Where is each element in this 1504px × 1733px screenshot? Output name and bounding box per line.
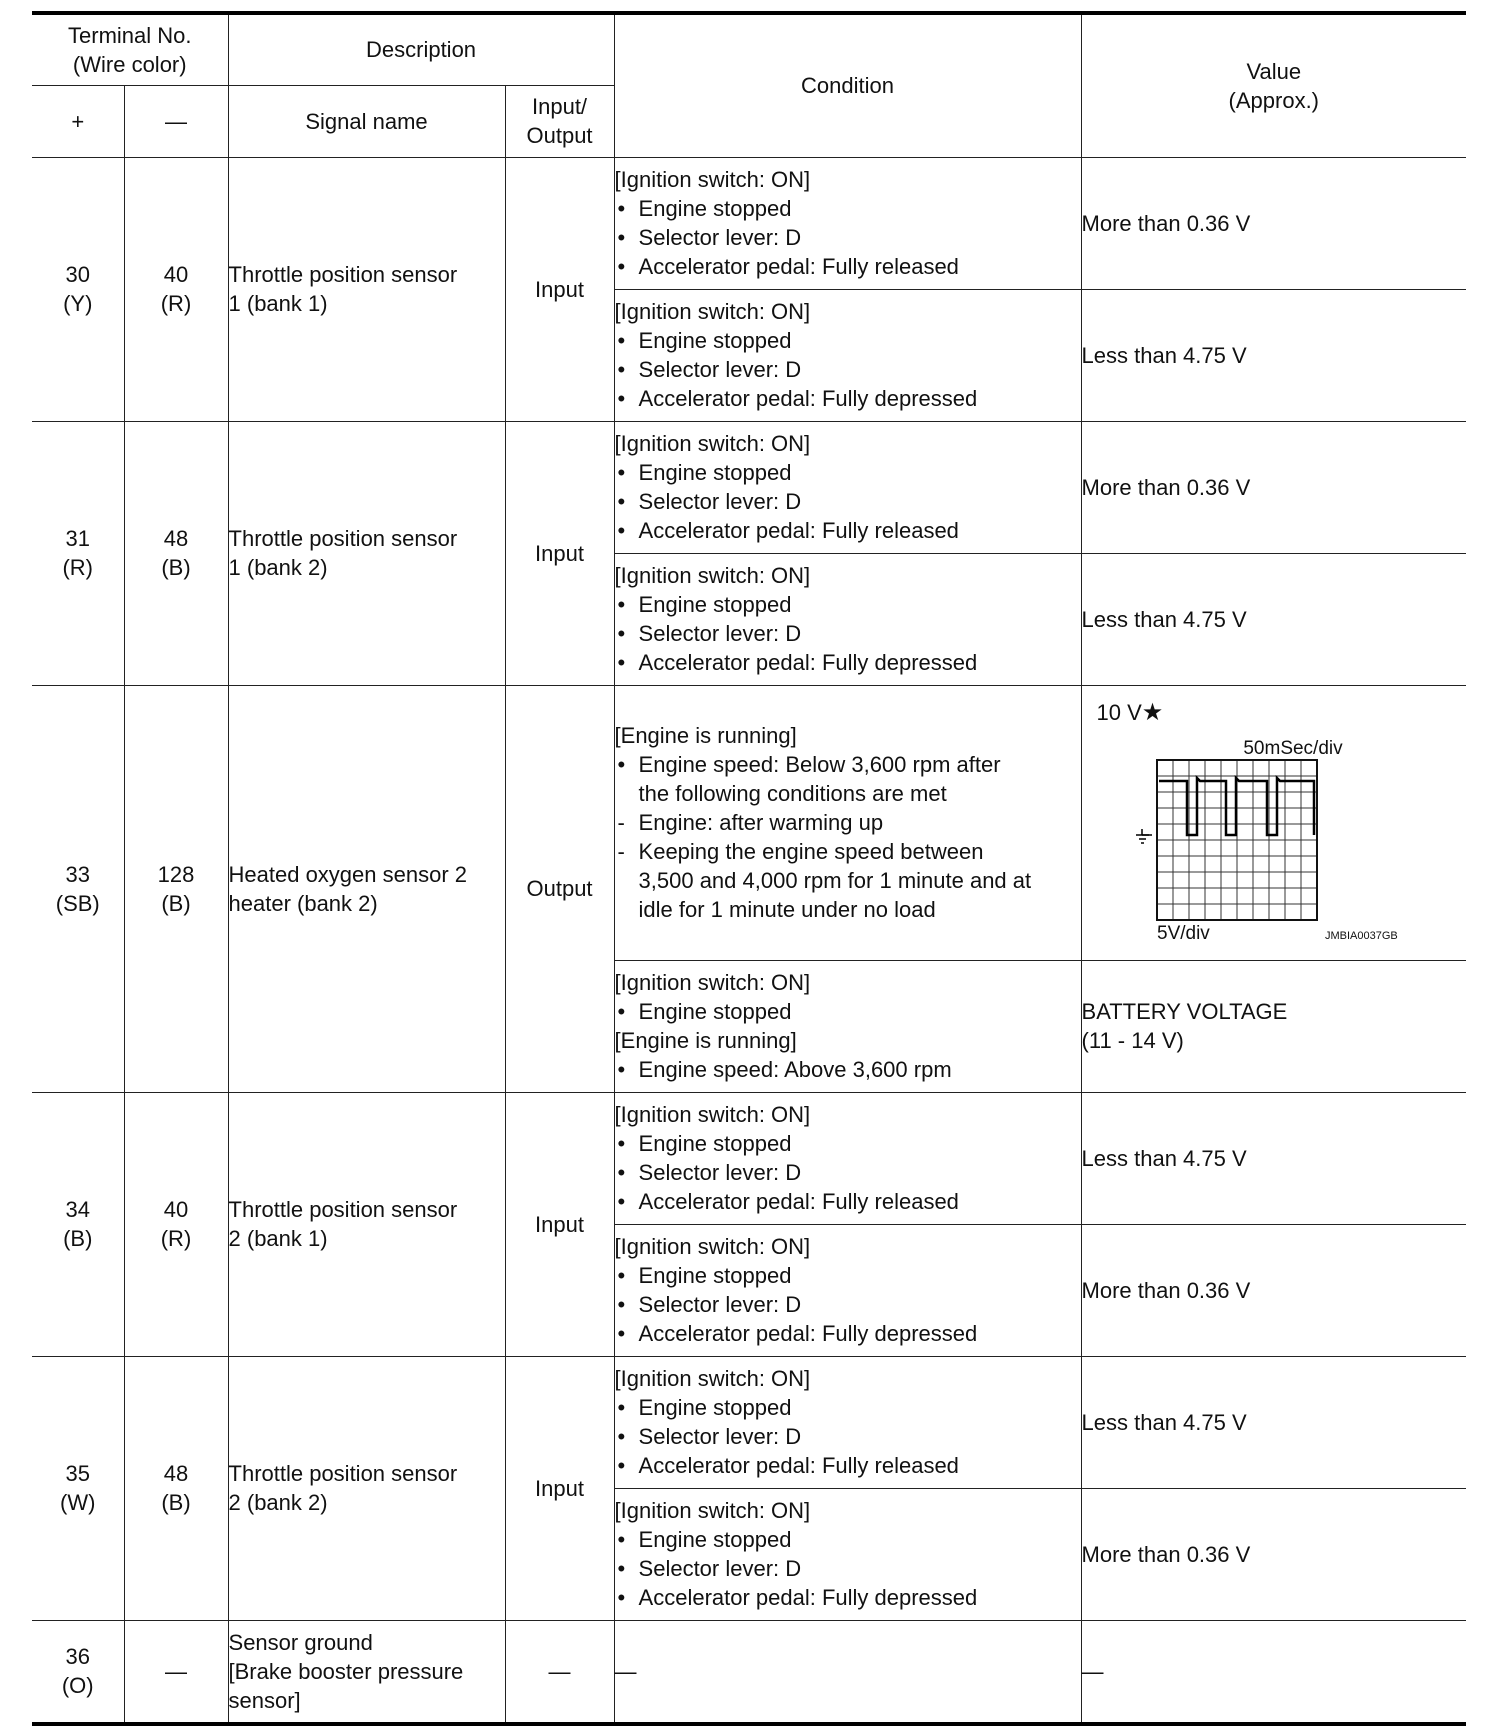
ground-icon [1136,829,1152,843]
condition-cell: [Ignition switch: ON] • Engine stopped • Selector lever: D • Accelerator pedal: Fully released [614,421,1081,553]
value-cell: — [1081,1620,1466,1724]
table-row [32,1356,1466,1488]
waveform-value-cell [1081,685,1466,960]
signal-name-cell: Heated oxygen sensor 2 heater (bank 2) [228,685,505,1092]
plus-terminal-cell: 33 (SB) [32,685,124,1092]
value-cell: More than 0.36 V [1081,421,1466,553]
value-cell: More than 0.36 V [1081,1488,1466,1620]
value-header: Value (Approx.) [1081,13,1466,157]
signal-name-cell: Throttle position sensor 1 (bank 1) [228,157,505,421]
condition-cell: [Ignition switch: ON] • Engine stopped • Selector lever: D • Accelerator pedal: Fully depressed [614,289,1081,421]
terminal-no-header: Terminal No. (Wire color) [32,13,228,85]
condition-cell: — [614,1620,1081,1724]
signal-name-cell: Throttle position sensor 1 (bank 2) [228,421,505,685]
waveform-title: 10 V★ [1096,698,1164,726]
figure-code: JMBIA0037GB [1324,929,1398,942]
minus-terminal-cell: — [124,1620,228,1724]
table-row [32,1092,1466,1224]
value-cell: Less than 4.75 V [1081,289,1466,421]
signal-name-cell: Throttle position sensor 2 (bank 1) [228,1092,505,1356]
minus-header: — [124,85,228,157]
plus-terminal-cell: 31 (R) [32,421,124,685]
io-cell: Input [505,1356,614,1620]
minus-terminal-cell: 40 (R) [124,1092,228,1356]
star-icon: ★ [1141,698,1164,726]
table-row [32,1620,1466,1724]
condition-cell: [Ignition switch: ON] • Engine stopped [Engine is running] • Engine speed: Above 3,600 rpm [614,960,1081,1092]
input-output-header: Input/ Output [505,85,614,157]
table-row [32,421,1466,553]
table-row [32,157,1466,289]
signal-name-cell: Throttle position sensor 2 (bank 2) [228,1356,505,1620]
description-header: Description [228,13,614,85]
condition-cell: [Ignition switch: ON] • Engine stopped • Selector lever: D • Accelerator pedal: Fully depressed [614,1224,1081,1356]
condition-header: Condition [614,13,1081,157]
io-cell: Output [505,685,614,1092]
condition-cell: [Ignition switch: ON] • Engine stopped • Selector lever: D • Accelerator pedal: Fully released [614,1092,1081,1224]
table-row [32,685,1466,960]
plus-terminal-cell: 30 (Y) [32,157,124,421]
plus-terminal-cell: 34 (B) [32,1092,124,1356]
oscilloscope-waveform [1082,686,1467,961]
terminal-spec-document [32,11,1466,1733]
io-cell: Input [505,157,614,421]
value-cell: Less than 4.75 V [1081,553,1466,685]
minus-terminal-cell: 48 (B) [124,421,228,685]
condition-cell: [Ignition switch: ON] • Engine stopped • Selector lever: D • Accelerator pedal: Fully released [614,157,1081,289]
value-cell: More than 0.36 V [1081,1224,1466,1356]
plus-terminal-cell: 35 (W) [32,1356,124,1620]
value-cell: BATTERY VOLTAGE (11 - 14 V) [1081,960,1466,1092]
minus-terminal-cell: 48 (B) [124,1356,228,1620]
condition-cell: [Ignition switch: ON] • Engine stopped • Selector lever: D • Accelerator pedal: Fully depressed [614,1488,1081,1620]
condition-cell: [Ignition switch: ON] • Engine stopped • Selector lever: D • Accelerator pedal: Fully released [614,1356,1081,1488]
scope-volt-label: 5V/div [1156,922,1210,944]
condition-cell: [Engine is running] • Engine speed: Below 3,600 rpm after the following conditions are met - Engine: after warming up - Keeping the engine speed between 3,500 and 4,000 rpm for 1 minute and at idle for 1 minute under no load [614,685,1081,960]
minus-terminal-cell: 40 (R) [124,157,228,421]
plus-header: + [32,85,124,157]
terminal-spec-table [32,11,1466,1726]
plus-terminal-cell: 36 (O) [32,1620,124,1724]
io-cell: — [505,1620,614,1724]
signal-name-cell: Sensor ground [Brake booster pressure sensor] [228,1620,505,1724]
value-cell: Less than 4.75 V [1081,1356,1466,1488]
header-row-1 [32,13,1466,85]
io-cell: Input [505,421,614,685]
minus-terminal-cell: 128 (B) [124,685,228,1092]
io-cell: Input [505,1092,614,1356]
scope-trace [1159,778,1314,835]
value-cell: More than 0.36 V [1081,157,1466,289]
scope-time-label: 50mSec/div [1242,737,1343,759]
signal-name-header: Signal name [228,85,505,157]
condition-cell: [Ignition switch: ON] • Engine stopped • Selector lever: D • Accelerator pedal: Fully depressed [614,553,1081,685]
value-cell: Less than 4.75 V [1081,1092,1466,1224]
